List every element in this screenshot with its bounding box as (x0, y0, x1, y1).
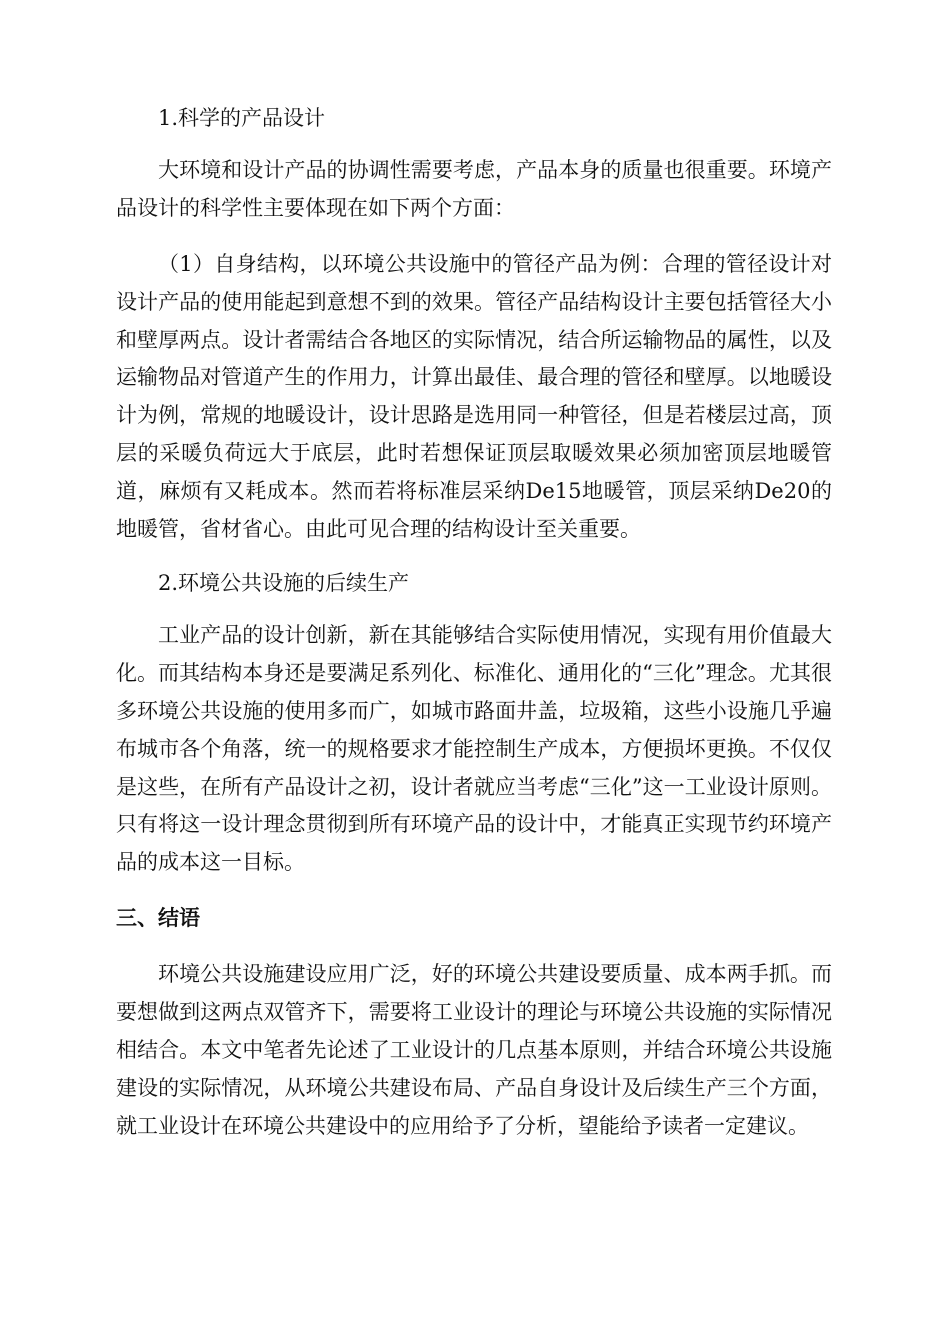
conclusion-body: 环境公共设施建设应用广泛，好的环境公共建设要质量、成本两手抓。而要想做到这两点双管齐下，需要将工业设计的理论与环境公共设施的实际情况相结合。本文中笔者先论述了工业设计的几点基本原则，并结合环境公共设施建设的实际情况，从环境公共建设布局、产品自身设计及后续生产三个方面，就工业设计在环境公共建设中的应用给予了分析，望能给予读者一定建议。 (116, 962, 832, 1138)
section-1-title: 1.科学的产品设计 (158, 106, 326, 130)
section-2-body: 工业产品的设计创新，新在其能够结合实际使用情况，实现有用价值最大化。而其结构本身还是要满足系列化、标准化、通用化的“三化”理念。尤其很多环境公共设施的使用多而广，如城市路面井盖，垃圾箱，这些小设施几乎遍布城市各个角落，统一的规格要求才能控制生产成本，方便损坏更换。不仅仅是这些，在所有产品设计之初，设计者就应当考虑“三化”这一工业设计原则。只有将这一设计理念贯彻到所有环境产品的设计中，才能真正实现节约环境产品的成本这一目标。 (116, 622, 832, 875)
section-1-point-1: （1）自身结构，以环境公共设施中的管径产品为例：合理的管径设计对设计产品的使用能起到意想不到的效果。管径产品结构设计主要包括管径大小和壁厚两点。设计者需结合各地区的实际情况，结合所运输物品的属性，以及运输物品对管道产生的作用力，计算出最佳、最合理的管径和壁厚。以地暖设计为例，常规的地暖设计，设计思路是选用同一种管径，但是若楼层过高，顶层的采暖负荷远大于底层，此时若想保证顶层取暖效果必须加密顶层地暖管道，麻烦有又耗成本。然而若将标准层采纳De15地暖管，顶层采纳De20的地暖管，省材省心。由此可见合理的结构设计至关重要。 (116, 251, 832, 542)
section-2-title: 2.环境公共设施的后续生产 (158, 570, 410, 595)
section-1-intro: 大环境和设计产品的协调性需要考虑，产品本身的质量也很重要。环境产品设计的科学性主要体现在如下两个方面： (116, 157, 832, 220)
document-page (116, 100, 832, 1146)
conclusion-title: 三、结语 (116, 906, 200, 931)
